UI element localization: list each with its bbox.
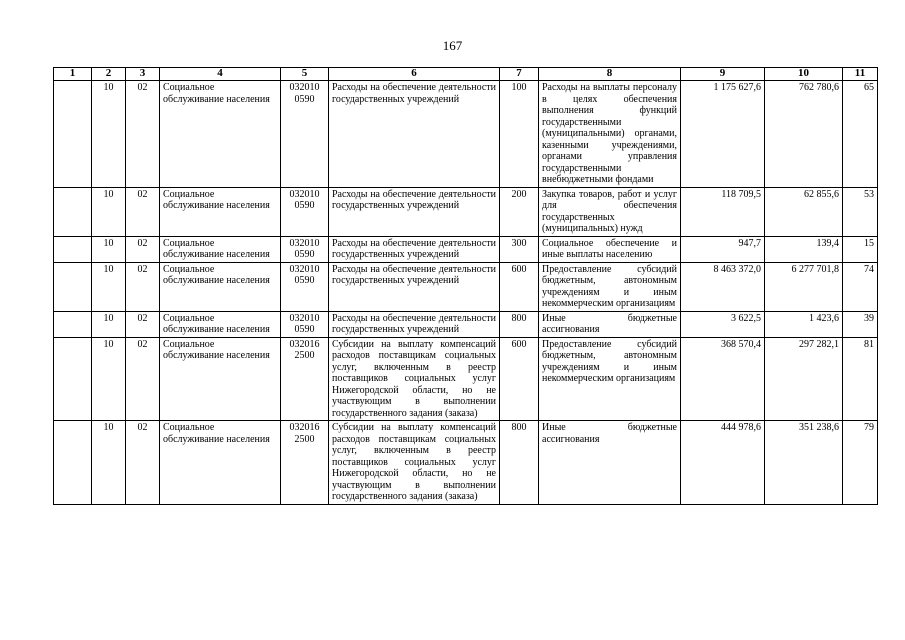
cell-expense-type-name: Иные бюджетные ассигнования [539, 421, 681, 505]
cell-actual-amount: 6 277 701,8 [765, 262, 843, 311]
cell-target-article: 032010 0590 [281, 81, 329, 188]
cell-section: 10 [92, 311, 126, 337]
cell-expense-type: 800 [500, 421, 539, 505]
cell-expense-type-name: Социальное обеспечение и иные выплаты населению [539, 236, 681, 262]
cell-target-article-name: Расходы на обеспечение деятельности государственных учреждений [329, 236, 500, 262]
cell-percent: 15 [843, 236, 878, 262]
table-row [54, 421, 878, 505]
table-row [54, 187, 878, 236]
column-header-5: 5 [281, 68, 329, 81]
cell-target-article: 032010 0590 [281, 311, 329, 337]
cell-subsection: 02 [126, 337, 160, 421]
cell-section: 10 [92, 421, 126, 505]
column-header-11: 11 [843, 68, 878, 81]
cell-expense-type: 600 [500, 337, 539, 421]
cell-target-article: 032010 0590 [281, 187, 329, 236]
cell-target-article: 032016 2500 [281, 421, 329, 505]
column-header-2: 2 [92, 68, 126, 81]
cell-section: 10 [92, 81, 126, 188]
cell-plan-amount: 1 175 627,6 [681, 81, 765, 188]
cell-col1 [54, 421, 92, 505]
cell-expense-type-name: Расходы на выплаты персоналу в целях обеспечения выполнения функций государственными (муниципальными) органами, казенными учреждениями, органами управления государственными внебюджетными фондами [539, 81, 681, 188]
cell-subsection-name: Социальное обслуживание населения [160, 311, 281, 337]
cell-percent: 65 [843, 81, 878, 188]
column-header-7: 7 [500, 68, 539, 81]
cell-subsection: 02 [126, 262, 160, 311]
table-header-row [54, 68, 878, 81]
cell-col1 [54, 337, 92, 421]
cell-plan-amount: 947,7 [681, 236, 765, 262]
cell-percent: 79 [843, 421, 878, 505]
cell-target-article-name: Расходы на обеспечение деятельности государственных учреждений [329, 262, 500, 311]
column-header-1: 1 [54, 68, 92, 81]
cell-col1 [54, 262, 92, 311]
cell-subsection-name: Социальное обслуживание населения [160, 421, 281, 505]
cell-expense-type-name: Предоставление субсидий бюджетным, автономным учреждениям и иным некоммерческим организациям [539, 337, 681, 421]
cell-subsection-name: Социальное обслуживание населения [160, 337, 281, 421]
cell-col1 [54, 187, 92, 236]
cell-percent: 74 [843, 262, 878, 311]
cell-expense-type: 600 [500, 262, 539, 311]
cell-subsection: 02 [126, 81, 160, 188]
cell-target-article-name: Субсидии на выплату компенсаций расходов поставщикам социальных услуг, включенным в реестр поставщиков социальных услуг Нижегородской области, но не участвующим в выполнении государственного задания (заказа) [329, 421, 500, 505]
cell-subsection-name: Социальное обслуживание населения [160, 81, 281, 188]
cell-expense-type: 100 [500, 81, 539, 188]
cell-plan-amount: 3 622,5 [681, 311, 765, 337]
cell-col1 [54, 81, 92, 188]
cell-percent: 39 [843, 311, 878, 337]
cell-subsection-name: Социальное обслуживание населения [160, 187, 281, 236]
cell-expense-type: 200 [500, 187, 539, 236]
cell-expense-type: 300 [500, 236, 539, 262]
table-row [54, 236, 878, 262]
cell-percent: 81 [843, 337, 878, 421]
cell-section: 10 [92, 337, 126, 421]
cell-section: 10 [92, 187, 126, 236]
cell-plan-amount: 118 709,5 [681, 187, 765, 236]
column-header-10: 10 [765, 68, 843, 81]
cell-plan-amount: 368 570,4 [681, 337, 765, 421]
cell-percent: 53 [843, 187, 878, 236]
table-row [54, 337, 878, 421]
cell-subsection: 02 [126, 187, 160, 236]
cell-subsection: 02 [126, 421, 160, 505]
cell-actual-amount: 1 423,6 [765, 311, 843, 337]
table-row [54, 81, 878, 188]
cell-col1 [54, 311, 92, 337]
budget-table [53, 67, 878, 505]
cell-actual-amount: 139,4 [765, 236, 843, 262]
cell-target-article: 032010 0590 [281, 236, 329, 262]
cell-actual-amount: 762 780,6 [765, 81, 843, 188]
cell-subsection: 02 [126, 311, 160, 337]
cell-target-article-name: Расходы на обеспечение деятельности государственных учреждений [329, 311, 500, 337]
cell-section: 10 [92, 262, 126, 311]
cell-target-article: 032016 2500 [281, 337, 329, 421]
cell-col1 [54, 236, 92, 262]
cell-section: 10 [92, 236, 126, 262]
cell-target-article-name: Расходы на обеспечение деятельности государственных учреждений [329, 81, 500, 188]
cell-plan-amount: 444 978,6 [681, 421, 765, 505]
cell-target-article: 032010 0590 [281, 262, 329, 311]
cell-plan-amount: 8 463 372,0 [681, 262, 765, 311]
cell-subsection: 02 [126, 236, 160, 262]
cell-expense-type: 800 [500, 311, 539, 337]
column-header-8: 8 [539, 68, 681, 81]
cell-subsection-name: Социальное обслуживание населения [160, 236, 281, 262]
cell-actual-amount: 351 238,6 [765, 421, 843, 505]
table-body [54, 81, 878, 505]
cell-target-article-name: Субсидии на выплату компенсаций расходов поставщикам социальных услуг, включенным в реестр поставщиков социальных услуг Нижегородской области, но не участвующим в выполнении государственного задания (заказа) [329, 337, 500, 421]
cell-subsection-name: Социальное обслуживание населения [160, 262, 281, 311]
page-number: 167 [442, 38, 463, 53]
column-header-6: 6 [329, 68, 500, 81]
column-header-4: 4 [160, 68, 281, 81]
column-header-3: 3 [126, 68, 160, 81]
cell-actual-amount: 62 855,6 [765, 187, 843, 236]
cell-actual-amount: 297 282,1 [765, 337, 843, 421]
table-row [54, 262, 878, 311]
column-header-9: 9 [681, 68, 765, 81]
cell-expense-type-name: Иные бюджетные ассигнования [539, 311, 681, 337]
cell-expense-type-name: Закупка товаров, работ и услуг для обеспечения государственных (муниципальных) нужд [539, 187, 681, 236]
cell-target-article-name: Расходы на обеспечение деятельности государственных учреждений [329, 187, 500, 236]
cell-expense-type-name: Предоставление субсидий бюджетным, автономным учреждениям и иным некоммерческим организациям [539, 262, 681, 311]
table-row [54, 311, 878, 337]
